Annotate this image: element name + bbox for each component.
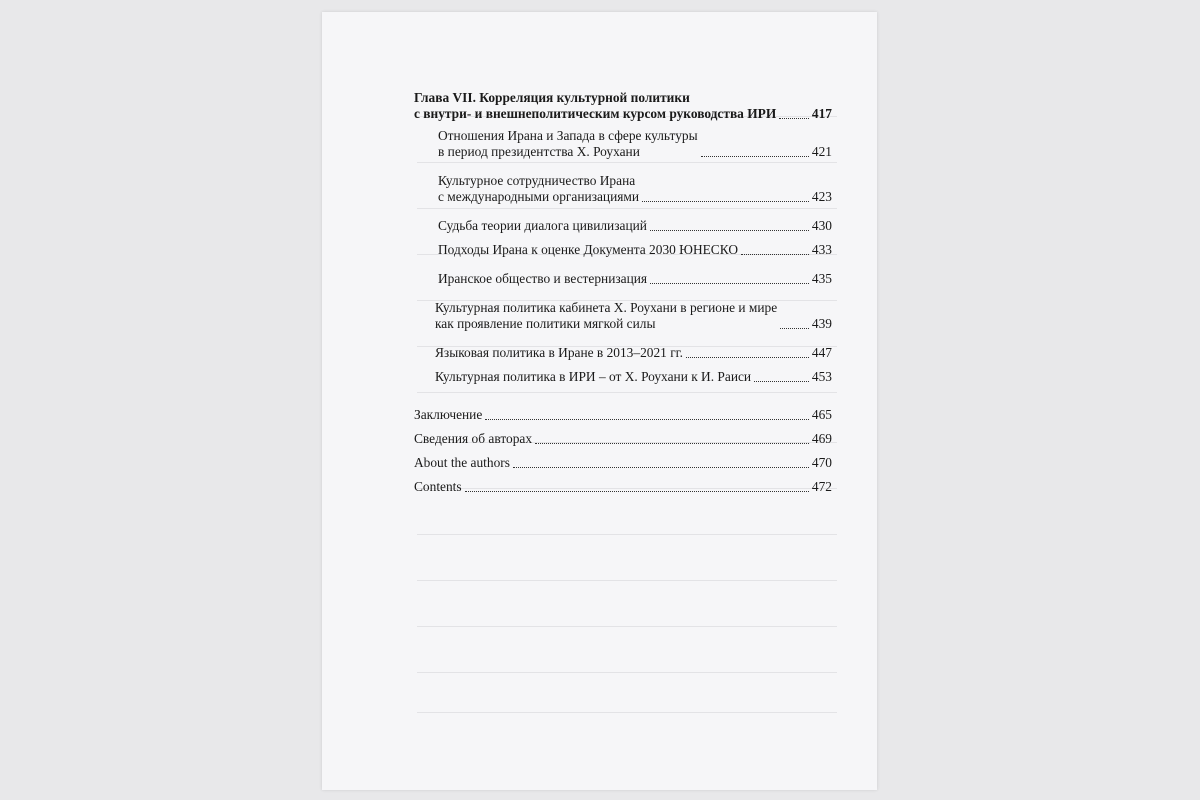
entry-title: Иранское общество и вестернизация [438,271,648,286]
dot-leader [650,230,809,231]
toc-entry[interactable] [414,128,832,160]
toc-entry[interactable] [414,242,832,258]
toc-entry-authors-en[interactable] [414,455,832,471]
dot-leader [701,156,809,157]
dot-leader [780,328,809,329]
toc-entry[interactable] [414,300,832,332]
page-number: 423 [811,189,832,204]
dot-leader [741,254,809,255]
dot-leader [642,201,809,202]
page-number: 453 [811,369,832,384]
chapter-title-line-1: Глава VII. Корреляция культурной политики [414,90,690,105]
toc-entry-conclusion[interactable] [414,407,832,423]
entry-title: Contents [414,479,462,494]
dot-leader [779,118,809,119]
entry-title: Заключение [414,407,483,422]
entry-title-line-1: Отношения Ирана и Запада в сфере культуры [438,128,698,143]
entry-title: Судьба теории диалога цивилизаций [438,218,647,233]
entry-title-line-1: Культурное сотрудничество Ирана [438,173,636,188]
toc-entry-authors-ru[interactable] [414,431,832,447]
page-number: 417 [811,106,832,121]
dot-leader [485,419,809,420]
entry-title: Культурная политика в ИРИ – от Х. Роухани к И. Раиси [435,369,752,384]
dot-leader [513,467,809,468]
page-number: 469 [811,431,832,446]
page-number: 470 [811,455,832,470]
page-number: 472 [811,479,832,494]
chapter-title-line-2: с внутри- и внешнеполитическим курсом руководства ИРИ [414,106,777,121]
table-of-contents [414,90,832,495]
toc-chapter-heading[interactable] [414,90,832,122]
dot-leader [686,357,809,358]
toc-entry[interactable] [414,218,832,234]
dot-leader [754,381,809,382]
page-number: 421 [811,144,832,159]
page-number: 439 [811,316,832,331]
book-page [322,12,877,790]
toc-entry-contents[interactable] [414,479,832,495]
entry-title-line-2: с международными организациями [438,189,640,204]
page-number: 465 [811,407,832,422]
dot-leader [465,491,809,492]
page-number: 433 [811,242,832,257]
entry-title-line-2: в период президентства Х. Роухани [438,144,640,159]
page-number: 447 [811,345,832,360]
dot-leader [650,283,809,284]
toc-entry[interactable] [414,271,832,287]
entry-title-line-1: Культурная политика кабинета Х. Роухани в регионе и мире [435,300,778,315]
toc-entry[interactable] [414,345,832,361]
toc-entry[interactable] [414,369,832,385]
entry-title-line-2: как проявление политики мягкой силы [435,316,656,331]
entry-title: About the authors [414,455,510,470]
toc-entry[interactable] [414,173,832,205]
entry-title: Подходы Ирана к оценке Документа 2030 ЮНЕСКО [438,242,738,257]
dot-leader [535,443,809,444]
entry-title: Языковая политика в Иране в 2013–2021 гг. [435,345,684,360]
page-number: 435 [811,271,832,286]
entry-title: Сведения об авторах [414,431,533,446]
page-number: 430 [811,218,832,233]
